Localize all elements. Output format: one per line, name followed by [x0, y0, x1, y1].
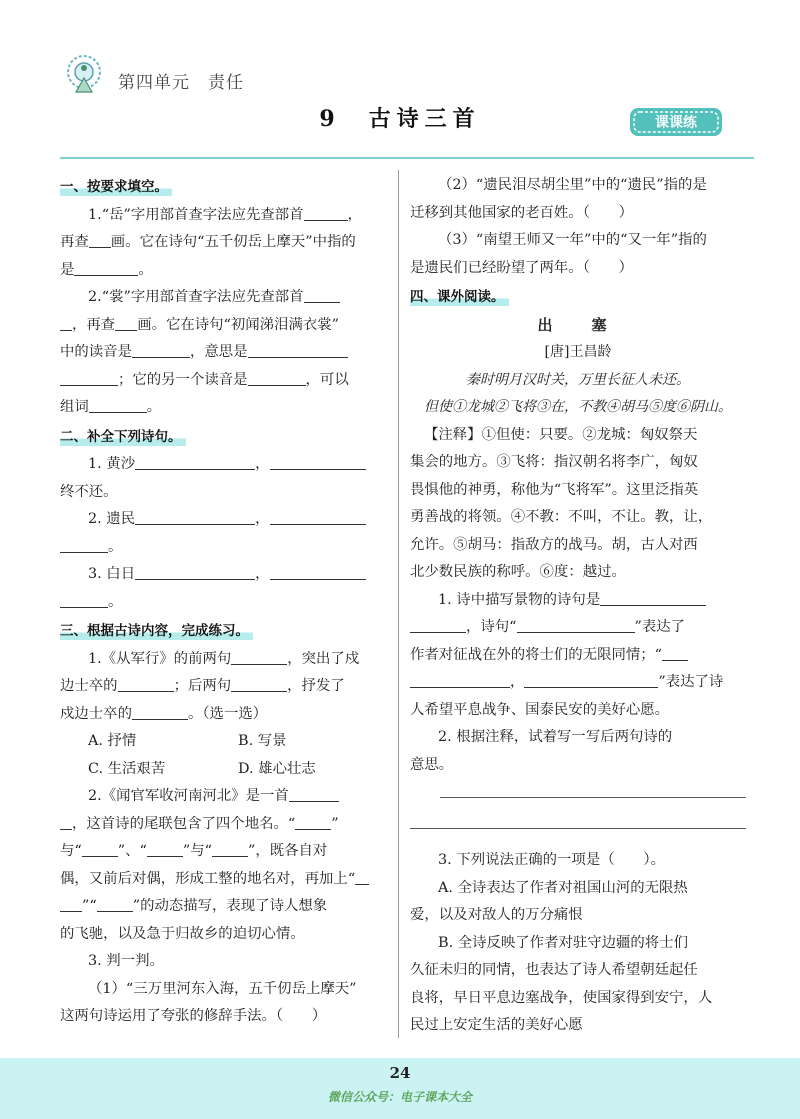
- blank[interactable]: [410, 618, 466, 633]
- notes: 【注释】①但使：只要。②龙城：匈奴祭天: [424, 426, 698, 443]
- unit-logo-icon: [62, 48, 106, 100]
- blank[interactable]: [517, 618, 635, 633]
- blank[interactable]: [89, 398, 147, 413]
- page-number: 24: [389, 1064, 411, 1082]
- s4-q2: 2. 根据注释，试着写一写后两句诗的: [438, 729, 673, 745]
- judge-2: （2）“遗民泪尽胡尘里”中的“遗民”指的是: [438, 177, 707, 193]
- blank[interactable]: [231, 650, 287, 665]
- section-3-title: 三、根据古诗内容，完成练习。: [60, 618, 390, 646]
- blank[interactable]: [304, 206, 348, 221]
- blank[interactable]: [118, 677, 174, 692]
- blank[interactable]: [355, 870, 369, 885]
- blank[interactable]: [248, 343, 348, 358]
- practice-tag: [628, 106, 724, 138]
- blank[interactable]: [662, 646, 688, 661]
- blank[interactable]: [135, 565, 255, 580]
- option-d[interactable]: D. 雄心壮志: [238, 760, 316, 777]
- blank[interactable]: [135, 455, 255, 470]
- blank[interactable]: [132, 705, 188, 720]
- option-a[interactable]: A. 抒情: [88, 733, 137, 749]
- blank[interactable]: [89, 233, 111, 248]
- blank[interactable]: [289, 787, 339, 802]
- blank[interactable]: [295, 815, 331, 830]
- section-1-title: 一、按要求填空。: [60, 174, 390, 202]
- judge-1: （1）“三万里河东入海，五千仞岳上摩天”: [88, 980, 357, 997]
- option-a[interactable]: A. 全诗表达了作者对祖国山河的无限热: [438, 879, 688, 896]
- watermark: 微信公众号：电子课本大全: [327, 1090, 472, 1104]
- answer-line[interactable]: [410, 828, 746, 829]
- poem-line-2: 但使①龙城②飞将③在，不教④胡马⑤度⑥阴山。: [424, 399, 732, 415]
- choice-row: [60, 756, 390, 784]
- option-c[interactable]: C. 生活艰苦: [88, 760, 166, 777]
- blank[interactable]: [60, 538, 108, 553]
- blank[interactable]: [270, 455, 366, 470]
- s2-q1: 1. 黄沙 ，: [60, 451, 390, 479]
- left-column: 一、按要求填空。 1.“岳”字用部首查字法应先查部首 ， 再查 画。它在诗句“五千仞岳上摩天”中指的 是 。 2.“裳”字用部首查字法应先查部首 ，再查 画。它在诗句“初闻涕泪满衣裳” 中的读音是 ，意思是 ；它的另一个读音是 ，可以 组词 。 二、补全下列诗句。 1. 黄沙 ， 终不还。 2. 遗民 ， 。 3. 白日 ， 。 三、根据古诗内容，完成练习。 1.《从军行》的前两句 ，突出了戍 边士卒的 ；后两句 ，抒发了 戍边士卒的 。（选一选） A. 抒情 B. 写景 C. 生活艰苦 D. 雄心壮志 2.《闻官军收河南河北》是一首 ，这首诗的尾联包含了四个地名。“ ” 与“ ”、“ ”与“ ”，既各自对 偶，又前后对偶，形成工整的地名对，再加上“ ”“ ”的动态描写，表现了诗人想象 的飞驰，以及急于归故乡的迫切心情。 3. 判一判。 （1）“三万里河东入海，五千仞岳上摩天” 这两句诗运用了夸张的修辞手法。（ ）: [60, 172, 390, 1031]
- lesson-title: 9 古诗三首: [319, 106, 481, 132]
- unit-title: 第四单元 责任: [118, 73, 244, 93]
- s4-q3: 3. 下列说法正确的一项是（ ）。: [438, 852, 665, 868]
- blank[interactable]: [410, 673, 510, 688]
- poem-author: [唐]王昌龄: [544, 344, 612, 360]
- blank[interactable]: [135, 510, 255, 525]
- practice-tag-label: 课课练: [655, 115, 697, 131]
- column-divider: [398, 170, 399, 1038]
- blank[interactable]: [147, 842, 183, 857]
- s3-q2: 2.《闻官军收河南河北》是一首: [60, 783, 390, 811]
- s3-q3: 3. 判一判。: [88, 953, 164, 969]
- blank[interactable]: [60, 316, 72, 331]
- header-rule: [60, 157, 754, 159]
- blank[interactable]: [74, 261, 138, 276]
- blank[interactable]: [270, 510, 366, 525]
- s2-q2: 2. 遗民 ，: [60, 506, 390, 534]
- blank[interactable]: [60, 815, 72, 830]
- poem-title: 出 塞: [537, 315, 619, 334]
- blank[interactable]: [82, 842, 118, 857]
- s3-q1: 1.《从军行》的前两句 ，突出了戍: [88, 650, 360, 667]
- blank[interactable]: [270, 565, 366, 580]
- blank[interactable]: [212, 842, 248, 857]
- blank[interactable]: [304, 288, 340, 303]
- blank[interactable]: [231, 677, 287, 692]
- blank[interactable]: [60, 593, 108, 608]
- choice-row: [60, 728, 390, 756]
- answer-line[interactable]: [440, 797, 746, 798]
- s1-q2: 2.“裳”字用部首查字法应先查部首: [60, 284, 390, 312]
- blank[interactable]: [524, 673, 658, 688]
- judge-3: （3）“南望王师又一年”中的“又一年”指的: [438, 232, 707, 248]
- right-column: （2）“遗民泪尽胡尘里”中的“遗民”指的是 迁移到其他国家的老百姓。（ ） （3）“南望王师又一年”中的“又一年”指的 是遗民们已经盼望了两年。（ ） 四、课外阅读。 出 塞 [唐]王昌龄 秦时明月汉时关，万里长征人未还。 但使①龙城②飞将③在，不教④胡马⑤度⑥阴山。 【注释】①但使：只要。②龙城：匈奴祭天 集会的地方。③飞将：指汉朝名将李广，匈奴 畏惧他的神勇，称他为“飞将军”。这里泛指英 勇善战的将领。④不教：不叫，不让。教，让， 允许。⑤胡马：指敌方的战马。胡，古人对西 北少数民族的称呼。⑥度：越过。 1. 诗中描写景物的诗句是 ，诗句“ ”表达了 作者对征战在外的将士们的无限同情；“ ， ”表达了诗 人希望平息战争、国泰民安的美好心愿。 2. 根据注释，试着写一写后两句诗的 意思。 3. 下列说法正确的一项是（ ）。 A. 全诗表达了作者对祖国山河的无限热 爱，以及对敌人的万分痛恨 B. 全诗反映了作者对驻守边疆的将士们 久征未归的同情，也表达了诗人希望朝廷起任 良将，早日平息边塞战争，使国家得到安宁，人 民过上安定生活的美好心愿: [410, 172, 746, 1040]
- blank[interactable]: [132, 343, 190, 358]
- s2-q3: 3. 白日 ，: [60, 561, 390, 589]
- blank[interactable]: [600, 591, 706, 606]
- blank[interactable]: [248, 371, 306, 386]
- option-b[interactable]: B. 全诗反映了作者对驻守边疆的将士们: [438, 934, 688, 951]
- blank[interactable]: [115, 316, 137, 331]
- section-2-title: 二、补全下列诗句。: [60, 424, 390, 452]
- blank[interactable]: [97, 897, 133, 912]
- s1-q1: 1.“岳”字用部首查字法应先查部首 ，: [88, 206, 362, 223]
- blank[interactable]: [60, 371, 118, 386]
- section-4-title: 四、课外阅读。: [410, 284, 746, 312]
- blank[interactable]: [60, 897, 82, 912]
- poem-line-1: 秦时明月汉时关，万里长征人未还。: [466, 371, 690, 388]
- s4-q1: 1. 诗中描写景物的诗句是: [410, 587, 746, 615]
- option-b[interactable]: B. 写景: [238, 733, 287, 749]
